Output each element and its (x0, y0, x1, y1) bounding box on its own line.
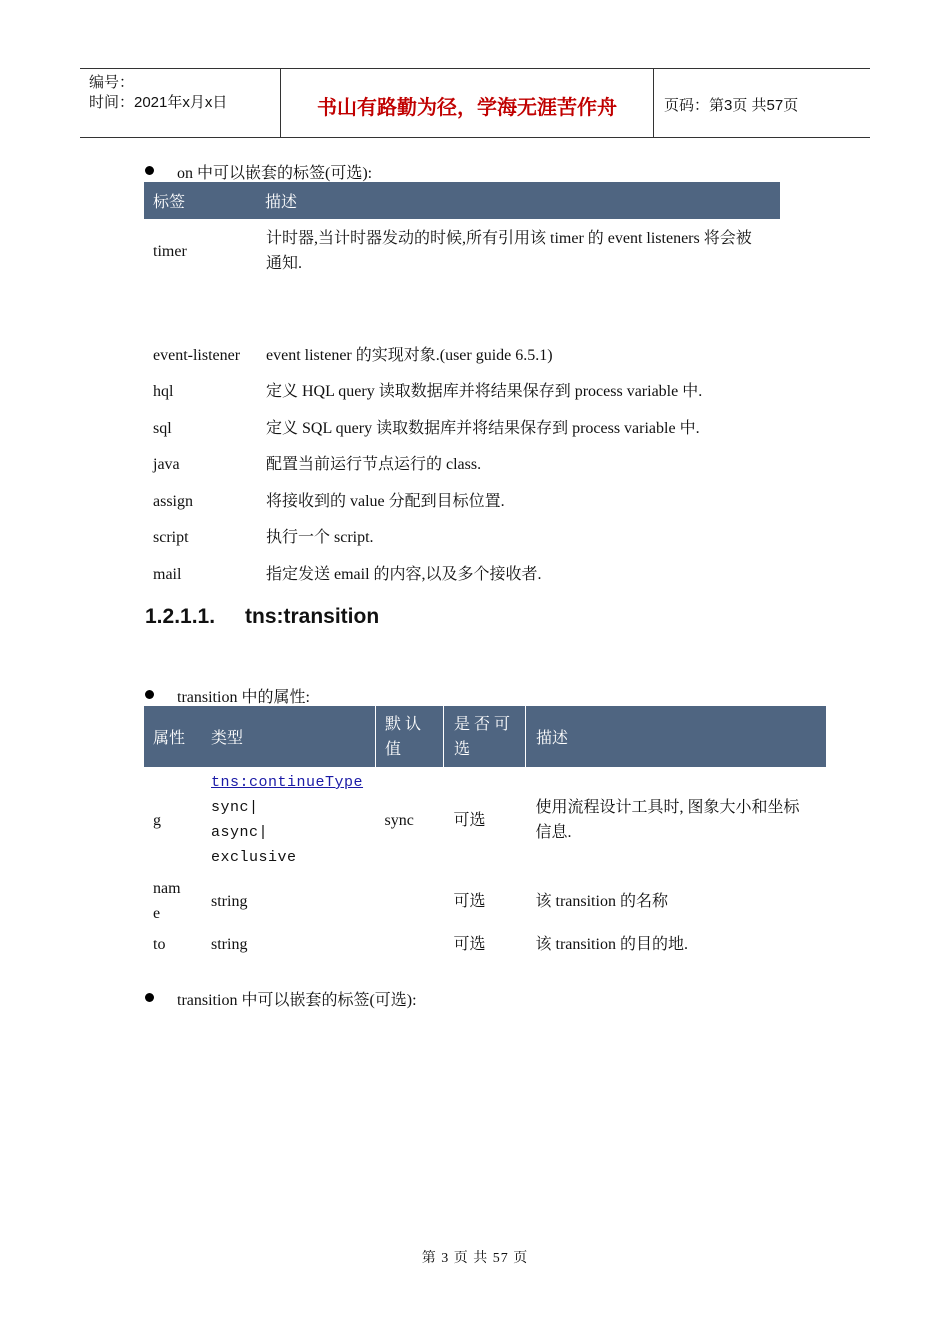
desc-cell: 该 transition 的名称 (535, 892, 668, 910)
section-heading (145, 605, 379, 629)
table-row (144, 929, 826, 960)
header-meta-cell (80, 69, 281, 137)
bullet-dot-icon (145, 993, 154, 1002)
table-row (144, 410, 780, 446)
tag-cell: event-listener (153, 346, 241, 364)
col-header-optional-line: 选 (454, 740, 471, 758)
col-header-desc: 描述 (265, 182, 780, 219)
motto-text: 书山有路勤为径，学海无涯苦作舟 (317, 95, 617, 119)
heading-number: 1.2.1.1. (145, 605, 216, 628)
table-row (144, 873, 826, 929)
attr-cell: g (153, 811, 161, 829)
type-cell: string (211, 892, 248, 910)
col-header-optional-line: 是 否 可 (454, 715, 511, 733)
tag-cell: hql (153, 383, 174, 400)
attr-cell (144, 873, 210, 929)
col-header-default (376, 706, 444, 767)
table-row (144, 373, 780, 410)
table-header-row (144, 182, 780, 219)
default-cell (376, 929, 444, 960)
table-row (144, 556, 780, 592)
desc-line: 计时器,当计时器发动的时候,所有引用该 timer 的 event listeners 将会被 (266, 230, 752, 247)
col-header-attr: 属性 (144, 706, 210, 767)
desc-cell: event listener 的实现对象.(user guide 6.5.1) (266, 346, 553, 364)
attr-cell: to (153, 936, 166, 953)
default-cell: sync (384, 811, 414, 829)
attr-line: e (153, 905, 161, 922)
table-row (144, 519, 780, 556)
col-header-type: 类型 (210, 706, 376, 767)
page-footer: 第 3 页 共 57 页 (421, 1251, 529, 1266)
desc-cell: 配置当前运行节点运行的 class. (266, 456, 482, 473)
col-header-optional (444, 706, 526, 767)
heading-title: tns:transition (245, 605, 380, 628)
tag-cell: mail (153, 565, 182, 583)
optional-cell: 可选 (453, 892, 486, 910)
tag-cell: script (153, 529, 189, 546)
desc-cell (526, 767, 827, 873)
type-line: exclusive (211, 849, 297, 866)
col-header-default-line: 默 认 (385, 715, 422, 733)
tag-cell: java (153, 456, 180, 473)
bullet-text: on 中可以嵌套的标签(可选): (177, 165, 373, 182)
table-row (144, 767, 826, 873)
desc-cell: 将接收到的 value 分配到目标位置. (266, 492, 505, 510)
col-header-desc: 描述 (526, 706, 827, 767)
desc-cell (265, 219, 780, 283)
bullet-text: transition 中可以嵌套的标签(可选): (177, 992, 417, 1009)
desc-cell: 定义 HQL query 读取数据库并将结果保存到 process variable 中. (266, 383, 703, 400)
tag-cell: timer (153, 242, 187, 260)
table-spacer-row (144, 283, 780, 337)
table-row (144, 337, 780, 373)
col-header-default-line: 值 (385, 740, 402, 758)
number-label: 编号： (89, 74, 135, 91)
transition-attributes-table (144, 706, 826, 960)
nested-tags-table (144, 182, 780, 592)
col-header-tag: 标签 (144, 182, 265, 219)
optional-cell: 可选 (453, 811, 486, 829)
time-label: 时间：2021年x月x日 (89, 94, 228, 111)
desc-cell: 执行一个 script. (266, 529, 374, 546)
type-line: sync| (211, 799, 259, 816)
type-cell (210, 767, 376, 873)
desc-line: 通知. (266, 255, 303, 272)
optional-cell: 可选 (453, 936, 486, 953)
bullet-dot-icon (145, 690, 154, 699)
desc-line: 使用流程设计工具时, 图象大小和坐标 (535, 798, 800, 816)
table-row (144, 219, 780, 283)
attr-line: nam (153, 880, 181, 897)
table-row (144, 446, 780, 483)
page-header (80, 68, 870, 138)
table-header-row (144, 706, 826, 767)
tag-cell: sql (153, 419, 172, 437)
tag-cell: assign (153, 492, 193, 510)
bullet-text: transition 中的属性: (177, 689, 310, 706)
table-row (144, 483, 780, 519)
desc-line: 信息. (535, 823, 572, 841)
desc-cell: 该 transition 的目的地. (535, 936, 688, 953)
desc-cell: 定义 SQL query 读取数据库并将结果保存到 process variable 中. (266, 419, 700, 437)
type-line: async| (211, 824, 269, 841)
header-motto-cell (281, 69, 654, 137)
page-number-label: 页码：第3页 共57页 (664, 97, 799, 114)
desc-cell: 指定发送 email 的内容,以及多个接收者. (266, 565, 542, 583)
bullet-dot-icon (145, 166, 154, 175)
type-cell: string (211, 936, 248, 953)
header-page-cell (654, 69, 870, 137)
continue-type-link[interactable]: tns:continueType (211, 774, 364, 791)
default-cell (376, 873, 444, 929)
